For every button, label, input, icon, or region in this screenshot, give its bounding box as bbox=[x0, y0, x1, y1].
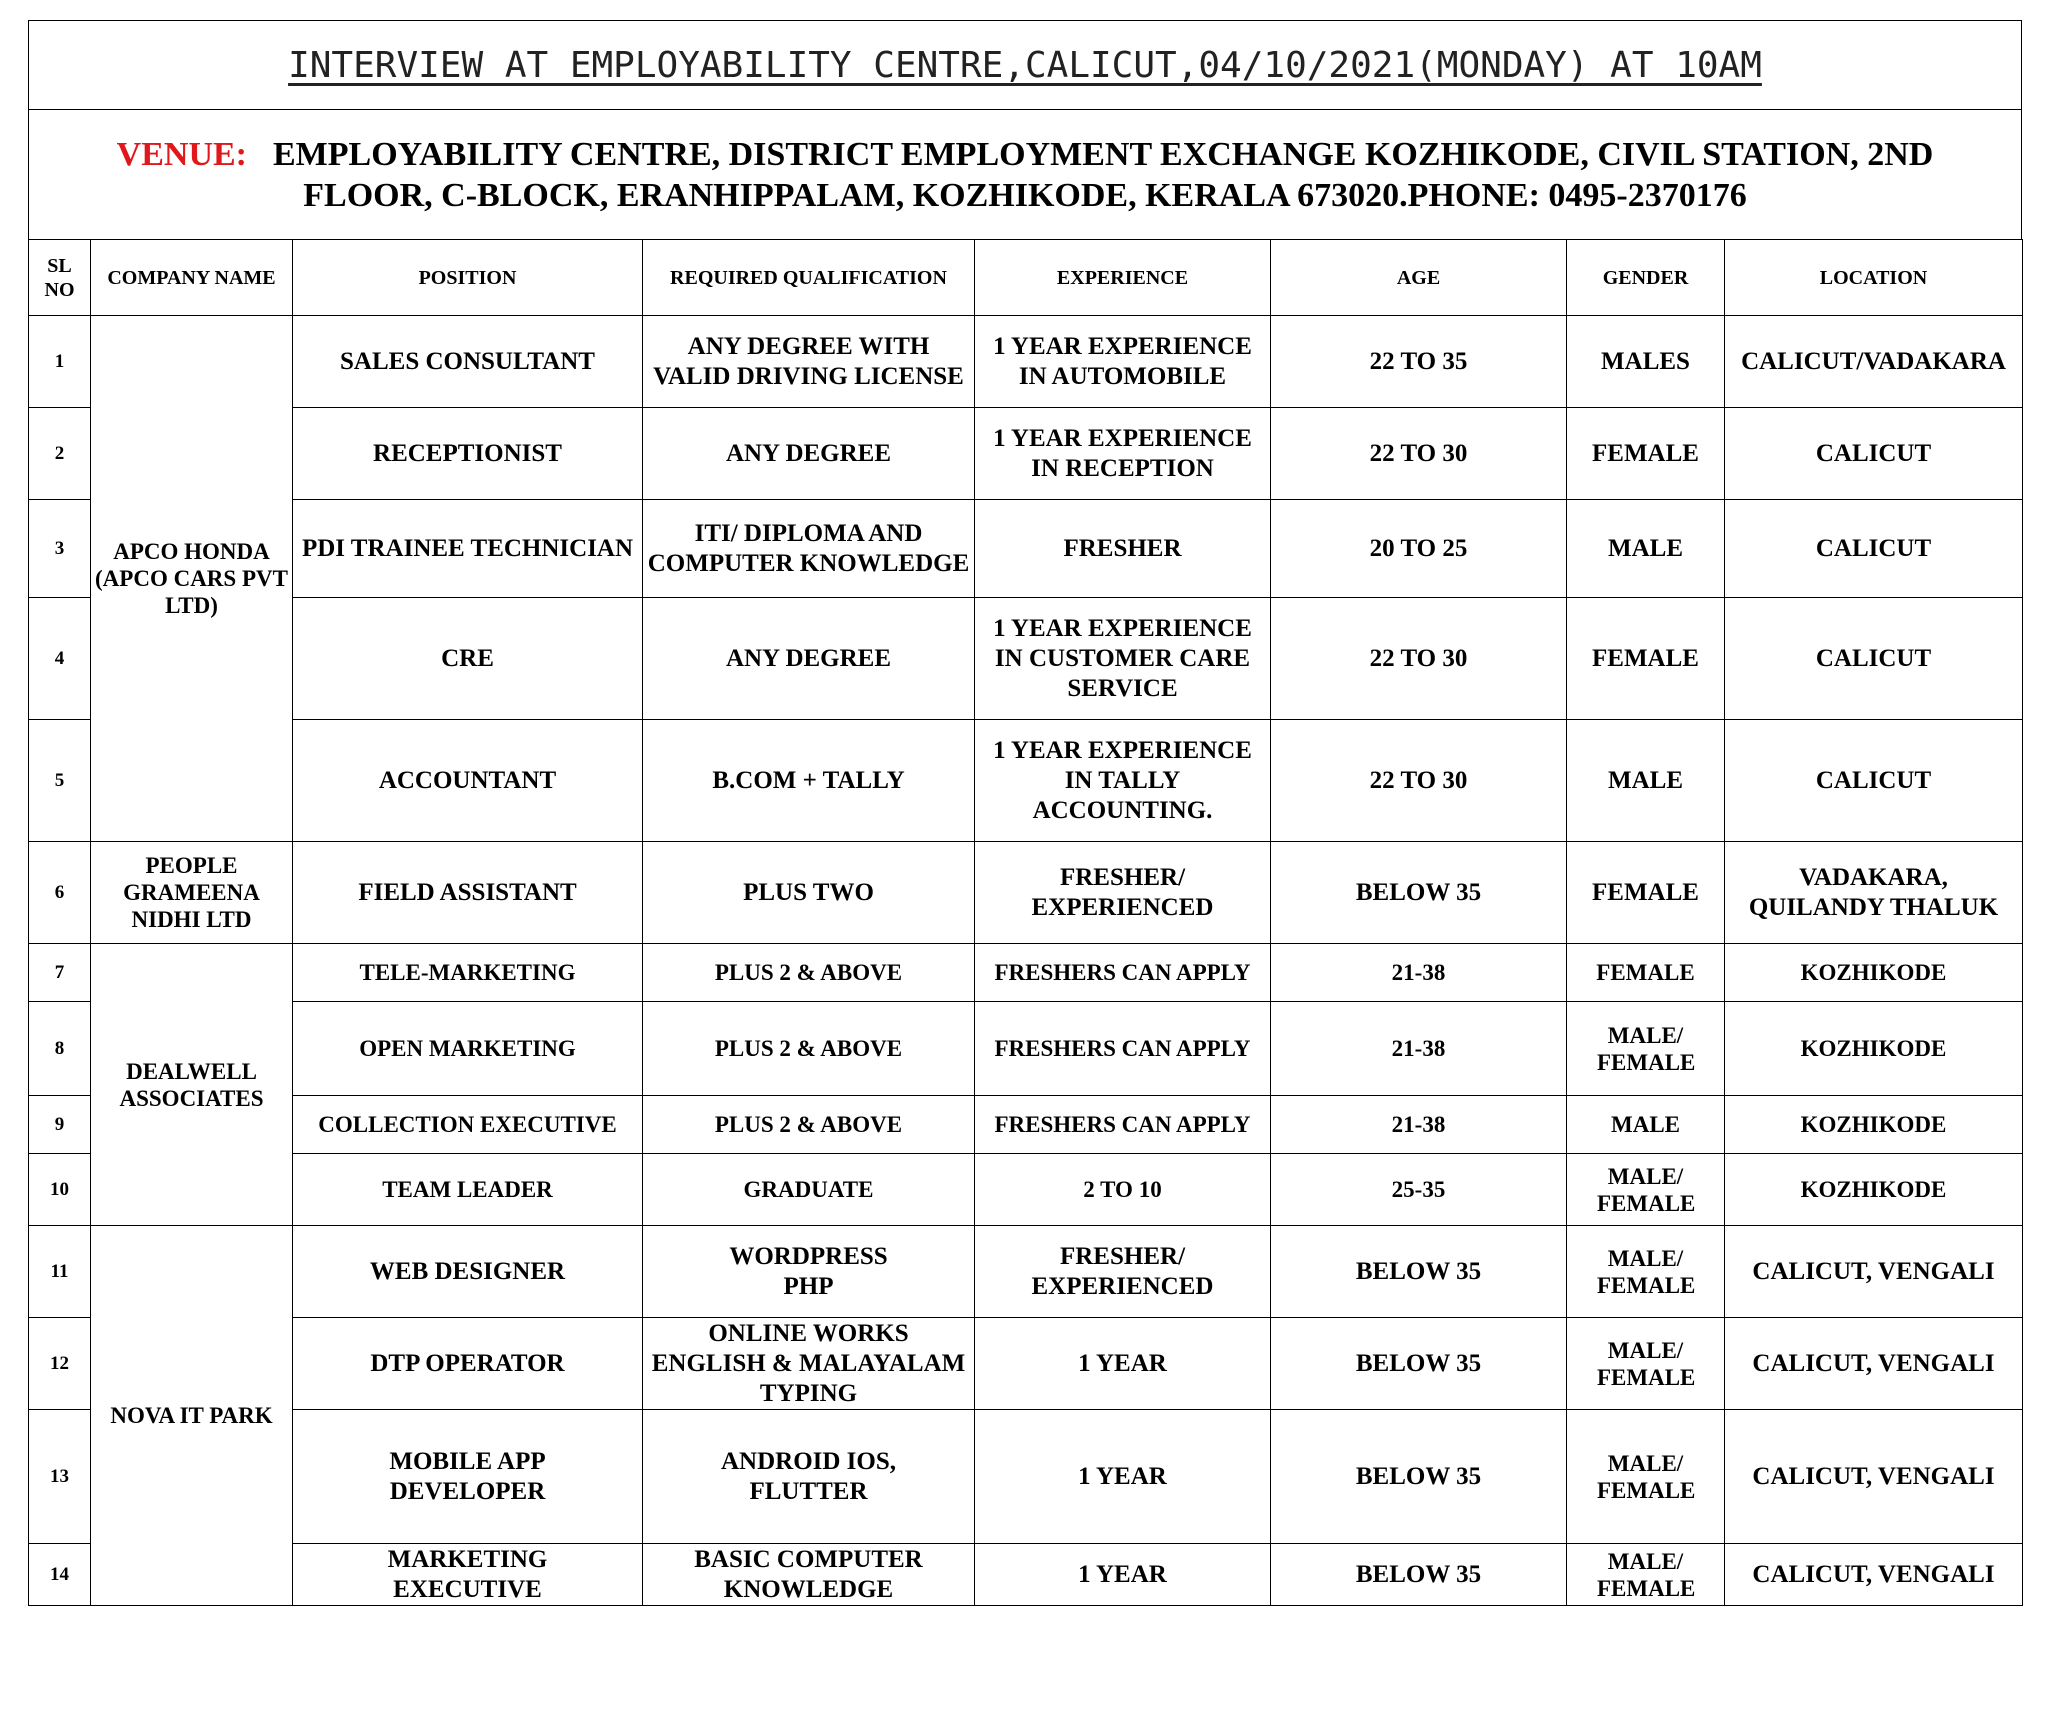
table-row bbox=[29, 1226, 2023, 1318]
position-cell: MOBILE APP DEVELOPER bbox=[293, 1410, 643, 1544]
table-row bbox=[29, 842, 2023, 944]
sl-cell: 14 bbox=[29, 1544, 91, 1606]
location-cell: CALICUT bbox=[1725, 598, 2023, 720]
sl-cell: 4 bbox=[29, 598, 91, 720]
qualification-cell: ANY DEGREE WITH VALID DRIVING LICENSE bbox=[643, 316, 975, 408]
location-cell: CALICUT bbox=[1725, 408, 2023, 500]
page-title: INTERVIEW AT EMPLOYABILITY CENTRE,CALICUT,04/10/2021(MONDAY) AT 10AM bbox=[288, 44, 1762, 86]
experience-cell: 1 YEAR EXPERIENCE IN CUSTOMER CARE SERVICE bbox=[975, 598, 1271, 720]
table-row bbox=[29, 598, 2023, 720]
qualification-cell: PLUS TWO bbox=[643, 842, 975, 944]
header-position: POSITION bbox=[293, 240, 643, 316]
location-cell: KOZHIKODE bbox=[1725, 944, 2023, 1002]
qualification-cell: ONLINE WORKS ENGLISH & MALAYALAM TYPING bbox=[643, 1318, 975, 1410]
position-cell: DTP OPERATOR bbox=[293, 1318, 643, 1410]
header-company-name: COMPANY NAME bbox=[91, 240, 293, 316]
gender-cell: MALE/ FEMALE bbox=[1567, 1410, 1725, 1544]
table-row bbox=[29, 1096, 2023, 1154]
experience-cell: 1 YEAR bbox=[975, 1410, 1271, 1544]
location-cell: KOZHIKODE bbox=[1725, 1154, 2023, 1226]
sl-cell: 2 bbox=[29, 408, 91, 500]
location-cell: CALICUT, VENGALI bbox=[1725, 1544, 2023, 1606]
age-cell: 22 TO 30 bbox=[1271, 408, 1567, 500]
table-header-row bbox=[29, 240, 2023, 316]
header-age: AGE bbox=[1271, 240, 1567, 316]
qualification-cell: PLUS 2 & ABOVE bbox=[643, 944, 975, 1002]
qualification-cell: GRADUATE bbox=[643, 1154, 975, 1226]
gender-cell: FEMALE bbox=[1567, 842, 1725, 944]
header-qualification: REQUIRED QUALIFICATION bbox=[643, 240, 975, 316]
sl-cell: 3 bbox=[29, 500, 91, 598]
venue-text bbox=[117, 134, 1934, 216]
position-cell: COLLECTION EXECUTIVE bbox=[293, 1096, 643, 1154]
table-row bbox=[29, 500, 2023, 598]
age-cell: 20 TO 25 bbox=[1271, 500, 1567, 598]
header-experience: EXPERIENCE bbox=[975, 240, 1271, 316]
experience-cell: 1 YEAR EXPERIENCE IN AUTOMOBILE bbox=[975, 316, 1271, 408]
age-cell: 25-35 bbox=[1271, 1154, 1567, 1226]
gender-cell: MALE/ FEMALE bbox=[1567, 1002, 1725, 1096]
table-row bbox=[29, 1154, 2023, 1226]
qualification-cell: ITI/ DIPLOMA AND COMPUTER KNOWLEDGE bbox=[643, 500, 975, 598]
age-cell: 21-38 bbox=[1271, 1002, 1567, 1096]
gender-cell: MALE/ FEMALE bbox=[1567, 1154, 1725, 1226]
venue-label: VENUE: bbox=[116, 135, 247, 173]
header-sl-no: SL NO bbox=[29, 240, 91, 316]
qualification-cell: B.COM + TALLY bbox=[643, 720, 975, 842]
jobs-table bbox=[28, 239, 2023, 1606]
qualification-cell: BASIC COMPUTER KNOWLEDGE bbox=[643, 1544, 975, 1606]
venue-address-line-1: EMPLOYABILITY CENTRE, DISTRICT EMPLOYMENT EXCHANGE KOZHIKODE, CIVIL STATION, 2ND bbox=[273, 135, 1934, 173]
venue-box bbox=[28, 109, 2022, 239]
company-cell-nova-it-park: NOVA IT PARK bbox=[91, 1226, 293, 1606]
position-cell: ACCOUNTANT bbox=[293, 720, 643, 842]
experience-cell: 1 YEAR EXPERIENCE IN TALLY ACCOUNTING. bbox=[975, 720, 1271, 842]
position-cell: TEAM LEADER bbox=[293, 1154, 643, 1226]
gender-cell: MALE/ FEMALE bbox=[1567, 1226, 1725, 1318]
location-cell: KOZHIKODE bbox=[1725, 1002, 2023, 1096]
experience-cell: FRESHER bbox=[975, 500, 1271, 598]
location-cell: CALICUT/VADAKARA bbox=[1725, 316, 2023, 408]
header-gender: GENDER bbox=[1567, 240, 1725, 316]
sl-cell: 12 bbox=[29, 1318, 91, 1410]
table-row bbox=[29, 1318, 2023, 1410]
table-row bbox=[29, 1002, 2023, 1096]
gender-cell: FEMALE bbox=[1567, 598, 1725, 720]
experience-cell: 2 TO 10 bbox=[975, 1154, 1271, 1226]
table-row bbox=[29, 1544, 2023, 1606]
sl-cell: 6 bbox=[29, 842, 91, 944]
company-cell-people-grameena: PEOPLE GRAMEENA NIDHI LTD bbox=[91, 842, 293, 944]
company-cell-dealwell: DEALWELL ASSOCIATES bbox=[91, 944, 293, 1226]
position-cell: FIELD ASSISTANT bbox=[293, 842, 643, 944]
gender-cell: MALE bbox=[1567, 1096, 1725, 1154]
experience-cell: 1 YEAR bbox=[975, 1318, 1271, 1410]
gender-cell: MALE/ FEMALE bbox=[1567, 1544, 1725, 1606]
sl-cell: 9 bbox=[29, 1096, 91, 1154]
gender-cell: MALE/ FEMALE bbox=[1567, 1318, 1725, 1410]
header-location: LOCATION bbox=[1725, 240, 2023, 316]
sl-cell: 10 bbox=[29, 1154, 91, 1226]
qualification-cell: ANY DEGREE bbox=[643, 598, 975, 720]
age-cell: 21-38 bbox=[1271, 1096, 1567, 1154]
age-cell: 22 TO 35 bbox=[1271, 316, 1567, 408]
age-cell: 21-38 bbox=[1271, 944, 1567, 1002]
table-row bbox=[29, 720, 2023, 842]
title-box bbox=[28, 20, 2022, 109]
sl-cell: 5 bbox=[29, 720, 91, 842]
sl-cell: 11 bbox=[29, 1226, 91, 1318]
experience-cell: 1 YEAR bbox=[975, 1544, 1271, 1606]
table-row bbox=[29, 1410, 2023, 1544]
position-cell: TELE-MARKETING bbox=[293, 944, 643, 1002]
qualification-cell: PLUS 2 & ABOVE bbox=[643, 1096, 975, 1154]
gender-cell: MALE bbox=[1567, 500, 1725, 598]
experience-cell: FRESHERS CAN APPLY bbox=[975, 1002, 1271, 1096]
location-cell: CALICUT, VENGALI bbox=[1725, 1410, 2023, 1544]
sl-cell: 13 bbox=[29, 1410, 91, 1544]
experience-cell: 1 YEAR EXPERIENCE IN RECEPTION bbox=[975, 408, 1271, 500]
qualification-cell: WORDPRESS PHP bbox=[643, 1226, 975, 1318]
age-cell: 22 TO 30 bbox=[1271, 720, 1567, 842]
experience-cell: FRESHERS CAN APPLY bbox=[975, 944, 1271, 1002]
age-cell: BELOW 35 bbox=[1271, 1226, 1567, 1318]
qualification-cell: ANY DEGREE bbox=[643, 408, 975, 500]
age-cell: BELOW 35 bbox=[1271, 1318, 1567, 1410]
experience-cell: FRESHER/ EXPERIENCED bbox=[975, 842, 1271, 944]
experience-cell: FRESHER/ EXPERIENCED bbox=[975, 1226, 1271, 1318]
position-cell: CRE bbox=[293, 598, 643, 720]
location-cell: CALICUT, VENGALI bbox=[1725, 1226, 2023, 1318]
age-cell: BELOW 35 bbox=[1271, 842, 1567, 944]
sl-cell: 8 bbox=[29, 1002, 91, 1096]
location-cell: CALICUT, VENGALI bbox=[1725, 1318, 2023, 1410]
document-sheet bbox=[28, 20, 2022, 1606]
location-cell: VADAKARA, QUILANDY THALUK bbox=[1725, 842, 2023, 944]
experience-cell: FRESHERS CAN APPLY bbox=[975, 1096, 1271, 1154]
gender-cell: FEMALE bbox=[1567, 944, 1725, 1002]
table-row bbox=[29, 316, 2023, 408]
location-cell: KOZHIKODE bbox=[1725, 1096, 2023, 1154]
gender-cell: FEMALE bbox=[1567, 408, 1725, 500]
venue-address-line-2: FLOOR, C-BLOCK, ERANHIPPALAM, KOZHIKODE, KERALA 673020.PHONE: 0495-2370176 bbox=[303, 176, 1747, 214]
gender-cell: MALES bbox=[1567, 316, 1725, 408]
table-row bbox=[29, 408, 2023, 500]
table-row bbox=[29, 944, 2023, 1002]
position-cell: SALES CONSULTANT bbox=[293, 316, 643, 408]
qualification-cell: ANDROID IOS, FLUTTER bbox=[643, 1410, 975, 1544]
age-cell: BELOW 35 bbox=[1271, 1544, 1567, 1606]
company-cell-apco-honda: APCO HONDA (APCO CARS PVT LTD) bbox=[91, 316, 293, 842]
gender-cell: MALE bbox=[1567, 720, 1725, 842]
position-cell: OPEN MARKETING bbox=[293, 1002, 643, 1096]
sl-cell: 7 bbox=[29, 944, 91, 1002]
position-cell: WEB DESIGNER bbox=[293, 1226, 643, 1318]
age-cell: BELOW 35 bbox=[1271, 1410, 1567, 1544]
location-cell: CALICUT bbox=[1725, 500, 2023, 598]
sl-cell: 1 bbox=[29, 316, 91, 408]
location-cell: CALICUT bbox=[1725, 720, 2023, 842]
position-cell: MARKETING EXECUTIVE bbox=[293, 1544, 643, 1606]
position-cell: RECEPTIONIST bbox=[293, 408, 643, 500]
qualification-cell: PLUS 2 & ABOVE bbox=[643, 1002, 975, 1096]
age-cell: 22 TO 30 bbox=[1271, 598, 1567, 720]
position-cell: PDI TRAINEE TECHNICIAN bbox=[293, 500, 643, 598]
